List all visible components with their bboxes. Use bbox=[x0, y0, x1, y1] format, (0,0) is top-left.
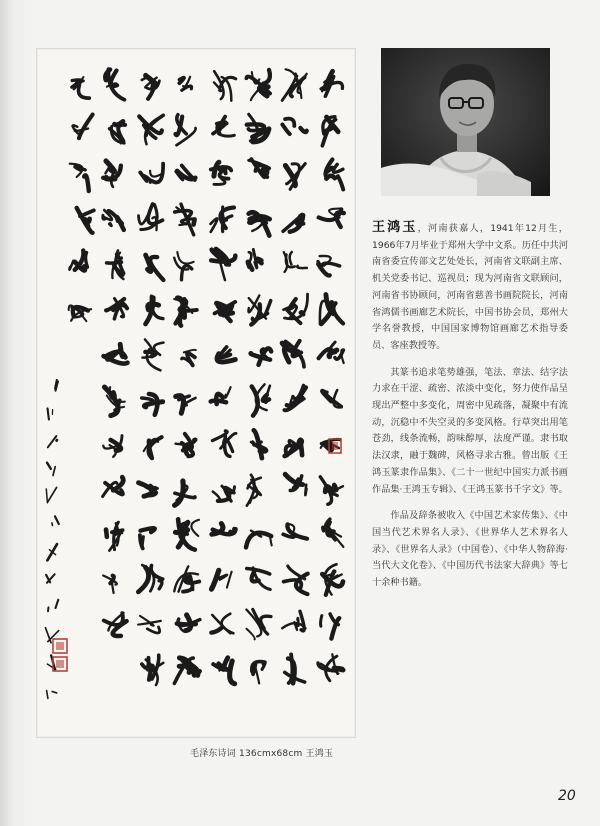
brush-stroke bbox=[253, 249, 257, 268]
brush-stroke bbox=[251, 220, 266, 223]
signature-stroke bbox=[47, 544, 57, 560]
brush-stroke bbox=[247, 569, 270, 575]
signature-stroke bbox=[47, 463, 51, 469]
artist-portrait bbox=[381, 48, 550, 196]
brush-stroke bbox=[176, 532, 183, 547]
brush-stroke bbox=[138, 567, 148, 592]
artwork-caption: 毛泽东诗词 136cmx68cm 王鸿玉 bbox=[190, 749, 334, 759]
bio-paragraph-3: 作品及辞条被收入《中国艺术家传集》、《中国当代艺术界名人录》、《世界华人艺术界名人录》、《世界名人录》（中国卷）、《中华人物辞海·当代大文化卷》、《中国历代书法家大辞典》等七十余种书籍。 bbox=[372, 510, 568, 589]
brush-stroke bbox=[120, 344, 123, 356]
brush-stroke bbox=[297, 266, 307, 268]
signature-stroke bbox=[47, 691, 48, 699]
artist-name: 王鸿玉 bbox=[372, 220, 418, 235]
signature-stroke bbox=[55, 516, 59, 524]
brush-stroke bbox=[300, 611, 304, 631]
brush-stroke bbox=[334, 668, 343, 670]
brush-stroke bbox=[249, 252, 252, 263]
brush-stroke bbox=[105, 168, 108, 174]
brush-stroke bbox=[105, 177, 115, 179]
signature-stroke bbox=[53, 467, 55, 476]
brush-stroke bbox=[284, 580, 302, 590]
signature-stroke bbox=[56, 600, 59, 608]
brush-stroke bbox=[139, 216, 148, 224]
brush-stroke bbox=[79, 115, 93, 139]
brush-stroke bbox=[305, 485, 306, 495]
brush-stroke bbox=[147, 627, 159, 633]
brush-stroke bbox=[338, 176, 343, 189]
brush-stroke bbox=[294, 622, 297, 630]
brush-stroke bbox=[140, 528, 155, 532]
brush-stroke bbox=[211, 218, 218, 231]
brush-stroke bbox=[117, 217, 124, 230]
brush-stroke bbox=[182, 266, 192, 280]
signature-stroke bbox=[48, 487, 57, 501]
brush-stroke bbox=[211, 401, 226, 403]
brush-stroke bbox=[248, 129, 265, 131]
brush-stroke bbox=[86, 253, 88, 268]
brush-stroke bbox=[264, 301, 271, 317]
brush-stroke bbox=[113, 392, 115, 400]
brush-stroke bbox=[300, 128, 306, 132]
brush-stroke bbox=[211, 628, 222, 633]
brush-stroke bbox=[230, 661, 235, 684]
page-number: 20 bbox=[558, 788, 576, 804]
signature-stroke bbox=[48, 408, 49, 419]
brush-stroke bbox=[69, 261, 73, 270]
artist-biography bbox=[372, 220, 568, 602]
brush-stroke bbox=[151, 164, 163, 183]
brush-stroke bbox=[78, 85, 89, 98]
brush-stroke bbox=[109, 223, 111, 225]
brush-stroke bbox=[219, 134, 235, 136]
brush-stroke bbox=[177, 252, 193, 263]
bio-paragraph-2: 其篆书追求笔势雄强，笔法、章法、结字法力求在干涩、疏密、浓淡中变化，努力使作品呈现出严整中多变化，周密中见疏落，凝聚中有流动，沉稳中不失空灵的多变风格。行草突出用笔苍劲，线条流畅，韵味醇厚，法度严谨。隶书取法汉隶，融于魏碑，风格寻求古雅。曾出版《王鸿玉篆隶作品集》、《二十一世纪中国实力派书画作品集·王鸿玉专辑》、《王鸿玉篆书千字文》等。 bbox=[372, 366, 568, 495]
brush-stroke bbox=[179, 78, 184, 83]
brush-stroke bbox=[187, 353, 195, 365]
brush-stroke bbox=[247, 629, 255, 640]
brush-stroke bbox=[184, 434, 192, 449]
calligraphy-artwork bbox=[36, 48, 356, 738]
brush-stroke bbox=[159, 581, 162, 589]
brush-stroke bbox=[84, 175, 89, 191]
brush-stroke bbox=[225, 387, 230, 397]
brush-stroke bbox=[257, 259, 262, 263]
brush-stroke bbox=[288, 566, 305, 579]
brush-stroke bbox=[212, 570, 219, 589]
signature-stroke bbox=[48, 607, 49, 611]
brush-stroke bbox=[75, 167, 85, 170]
brush-stroke bbox=[270, 538, 271, 545]
brush-stroke bbox=[298, 618, 299, 625]
brush-stroke bbox=[106, 530, 107, 537]
brush-stroke bbox=[290, 252, 292, 265]
brush-stroke bbox=[285, 119, 294, 126]
brush-stroke bbox=[191, 520, 199, 536]
calligraphy-strokes bbox=[37, 49, 355, 737]
brush-stroke bbox=[150, 257, 163, 280]
brush-stroke bbox=[324, 129, 331, 132]
brush-stroke bbox=[262, 663, 265, 670]
brush-stroke bbox=[261, 616, 271, 628]
brush-stroke bbox=[213, 492, 220, 501]
brush-stroke bbox=[142, 537, 143, 549]
brush-stroke bbox=[282, 125, 289, 135]
brush-stroke bbox=[73, 125, 78, 133]
brush-stroke bbox=[213, 663, 224, 669]
signature-stroke bbox=[52, 523, 53, 526]
bio-intro: ，河南获嘉人，1941年12月生，1966年7月毕业于郑州大学中文系。历任中共河南省委宣传部文艺处处长，河南省文联副主席、机关党委书记、巡视员；现为河南省文联顾问，河南省书协顾问，河南省慈善书画院院长，河南省鸿儒书画廊艺术院长，中国书协会员，郑州大学名誉教授，中国国家博物馆画廊艺术指导委员、客座教授等。 bbox=[372, 223, 568, 351]
brush-stroke bbox=[333, 303, 343, 323]
brush-stroke bbox=[146, 486, 155, 491]
signature-stroke bbox=[48, 436, 57, 447]
bio-paragraph-1 bbox=[372, 220, 568, 355]
brush-stroke bbox=[263, 70, 270, 84]
brush-stroke bbox=[246, 533, 271, 548]
signature-stroke bbox=[52, 692, 57, 693]
signature-stroke bbox=[46, 489, 47, 503]
brush-stroke bbox=[321, 616, 322, 627]
brush-stroke bbox=[333, 164, 343, 172]
